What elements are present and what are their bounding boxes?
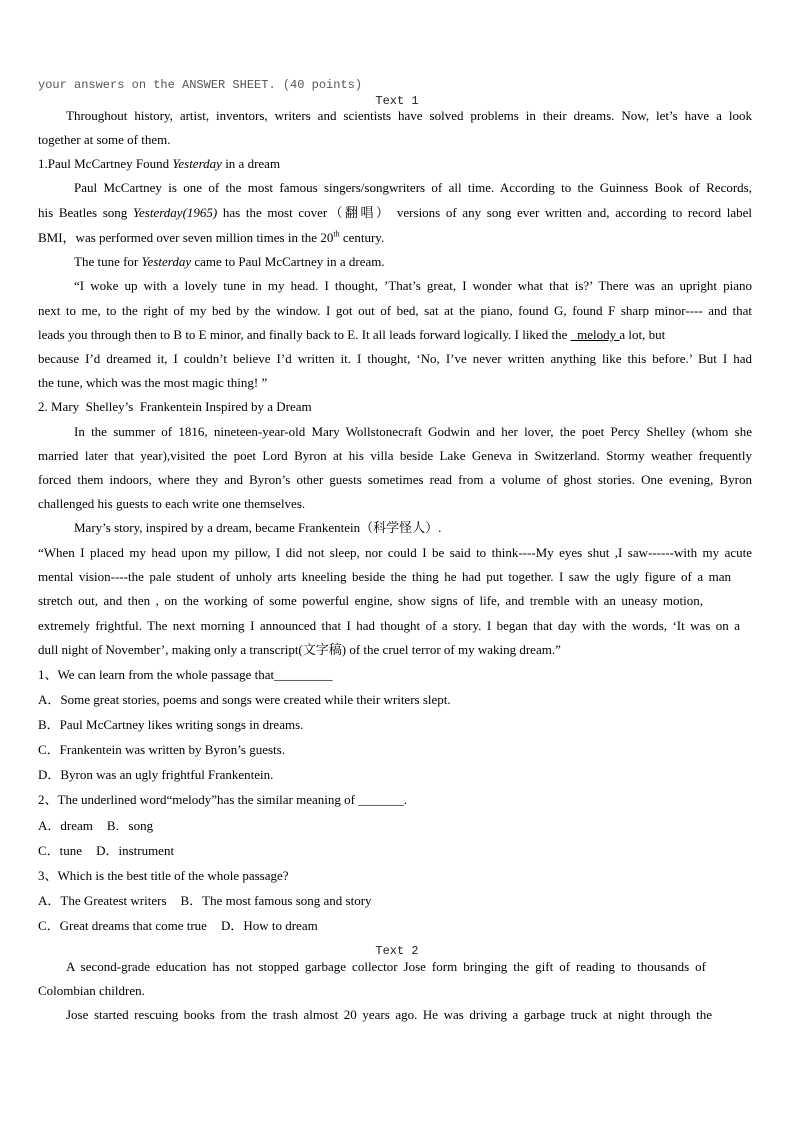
text: came to Paul McCartney in a dream. [191, 254, 385, 269]
text: century. [339, 230, 385, 245]
question-1: 1、We can learn from the whole passage that_________ [38, 667, 333, 682]
paragraph-line: Jose started rescuing books from the trash almost 20 years ago. He was driving a garbage truck at night through the [66, 1007, 712, 1022]
q1-option-a: A．Some great stories, poems and songs were created while their writers slept. [38, 692, 451, 707]
text: has the most cover（翻唱） versions of any song ever written and, according to record label [217, 205, 752, 220]
q2-option-b: B．song [106, 818, 154, 833]
q3-options-row [38, 918, 752, 934]
song-title: Yesterday [172, 156, 222, 171]
song-title: Yesterday [141, 254, 192, 269]
quote-line: stretch out, and then , on the working of some powerful engine, show signs of life, and tremble with an uneasy motion, [38, 593, 703, 608]
question-3: 3、Which is the best title of the whole passage? [38, 868, 289, 883]
q2-options-row [38, 843, 752, 859]
paragraph-line: challenged his guests to each write one themselves. [38, 496, 306, 511]
quote-line: “When I placed my head upon my pillow, I did not sleep, nor could I be said to think----My eyes shut ,I saw------with my acute [38, 545, 752, 560]
q3-option-a: A．The Greatest writers [38, 893, 167, 908]
quote-line [38, 327, 718, 343]
q2-option-a: A．dream [38, 818, 93, 833]
q2-options-row [38, 818, 752, 834]
quote-line: mental vision----the pale student of unholy arts kneeling beside the thing he had put together. I saw the ugly figure of a man [38, 569, 731, 584]
paragraph-line: forced them indoors, where they and Byron’s other guests sometimes read from a volume of ghost stories. One evening, Byron [38, 472, 752, 487]
paragraph-line: Colombian children. [38, 983, 145, 998]
q3-options-row [38, 893, 752, 909]
intro-line: together at some of them. [38, 132, 171, 147]
heading-text: 1.Paul McCartney Found [38, 156, 173, 171]
song-title: Yesterday(1965) [132, 205, 218, 220]
q2-option-d: D．instrument [96, 843, 175, 858]
quote-line: “I woke up with a lovely tune in my head. I thought, ’That’s great, I wonder what that is?’ There was an upright piano [74, 278, 752, 293]
paragraph-line [38, 205, 752, 221]
paragraph-line: Paul McCartney is one of the most famous singers/songwriters of all time. According to the Guinness Book of Records, [74, 180, 752, 195]
paragraph-line: married later that year),visited the poet Lord Byron at his villa beside Lake Geneva in Switzerland. Stormy weather frequently [38, 448, 752, 463]
quote-line: next to me, to the right of my bed by the window. I got out of bed, sat at the piano, found G, found F sharp minor---- and that [38, 303, 752, 318]
paragraph-line [74, 254, 752, 270]
text2-title: Text 2 [375, 944, 419, 958]
q1-option-b: B．Paul McCartney likes writing songs in dreams. [38, 717, 304, 732]
text: a lot, but [619, 327, 666, 342]
quote-line: dull night of November’, making only a transcript(文字稿) of the cruel terror of my waking dream.” [38, 642, 561, 657]
quote-line: extremely frightful. The next morning I announced that I had thought of a story. I began that day with the words, ‘It was on a [38, 618, 740, 633]
answer-sheet-instruction: your answers on the ANSWER SHEET. (40 points) [38, 78, 363, 92]
q1-option-d: D．Byron was an ugly frightful Frankentein. [38, 767, 274, 782]
section2-heading: 2. Mary Shelley’s Frankentein Inspired by a Dream [38, 399, 312, 414]
section1-heading [38, 156, 752, 172]
paragraph-line: In the summer of 1816, nineteen-year-old Mary Wollstonecraft Godwin and her lover, the poet Percy Shelley (whom she [74, 424, 752, 439]
text1-title: Text 1 [375, 94, 419, 108]
underlined-word-melody: _melody [570, 327, 620, 342]
text: his Beatles song [38, 205, 133, 220]
heading-text: in a dream [221, 156, 281, 171]
q3-option-b: B．The most famous song and story [180, 893, 372, 908]
q3-option-d: D．How to dream [220, 918, 318, 933]
q1-option-c: C．Frankentein was written by Byron’s guests. [38, 742, 285, 757]
quote-line: the tune, which was the most magic thing! ” [38, 375, 268, 390]
superscript: th [333, 229, 340, 239]
paragraph-line: A second-grade education has not stopped garbage collector Jose form bringing the gift of reading to thousands of [66, 959, 706, 974]
text: BMI，was performed over seven million times in the 20 [38, 230, 334, 245]
paragraph-line [38, 230, 752, 246]
text: leads you through then to B to E minor, and finally back to E. It all leads forward logically. I liked the [38, 327, 571, 342]
q3-option-c: C．Great dreams that come true [38, 918, 207, 933]
quote-line: because I’d dreamed it, I couldn’t believe I’d written it. I thought, ‘No, I’ve never written anything like this before.’ But I had [38, 351, 752, 366]
text: The tune for [74, 254, 142, 269]
q2-option-c: C．tune [38, 843, 83, 858]
question-2: 2、The underlined word“melody”has the similar meaning of _______. [38, 792, 407, 807]
intro-line: Throughout history, artist, inventors, writers and scientists have solved problems in their dreams. Now, let’s have a look [66, 108, 752, 123]
paragraph-line: Mary’s story, inspired by a dream, became Frankentein（科学怪人）. [74, 520, 442, 535]
